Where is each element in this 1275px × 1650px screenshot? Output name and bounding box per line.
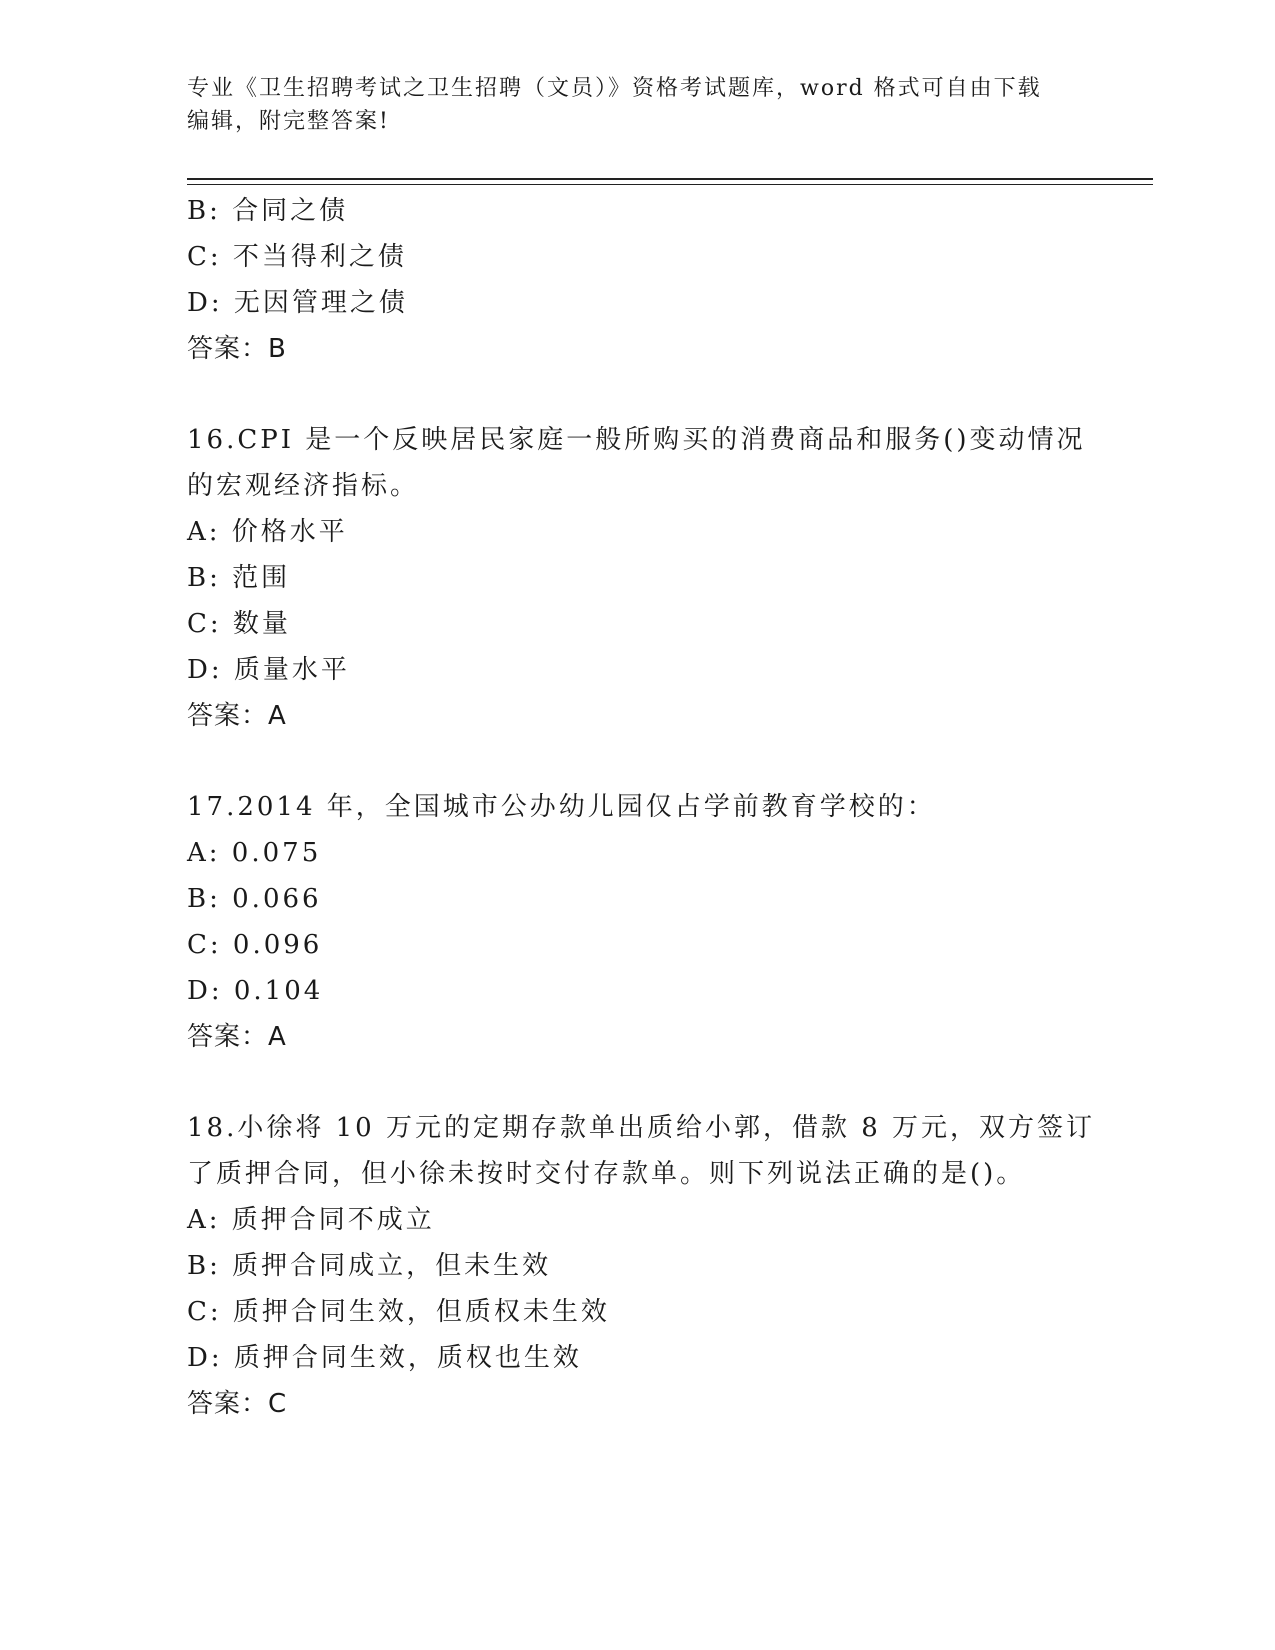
answer-line: 答案：A [187,1022,287,1052]
option-c: C: 数量 [187,609,291,639]
answer-line: 答案：B [187,334,287,364]
question-17 [187,784,1067,1060]
option-b: B: 合同之债 [187,196,349,226]
continued-question [187,188,1067,372]
option-a: A: 质押合同不成立 [187,1205,435,1235]
option-b: B: 0.066 [187,884,322,914]
question-stem: 16.CPI 是一个反映居民家庭一般所购买的消费商品和服务()变动情况 [187,425,1086,455]
option-d: D: 质量水平 [187,655,350,685]
header-line-1: 专业《卫生招聘考试之卫生招聘（文员）》资格考试题库，word 格式可自由下载 [187,76,1042,101]
question-list [187,188,1096,1427]
option-d: D: 0.104 [187,976,324,1006]
question-18 [187,1105,1096,1427]
header-divider [187,178,1153,185]
question-stem: 的宏观经济指标。 [187,471,420,501]
answer-line: 答案：A [187,701,287,731]
option-c: C: 质押合同生效，但质权未生效 [187,1297,610,1327]
option-d: D: 质押合同生效，质权也生效 [187,1343,582,1373]
document-header [187,72,1067,138]
option-c: C: 不当得利之债 [187,242,407,272]
question-stem: 18.小徐将 10 万元的定期存款单出质给小郭，借款 8 万元，双方签订 [187,1113,1096,1143]
option-a: A: 0.075 [187,838,322,868]
option-d: D: 无因管理之债 [187,288,408,318]
header-line-2: 编辑，附完整答案! [187,109,390,134]
question-stem: 17.2014 年，全国城市公办幼儿园仅占学前教育学校的： [187,792,936,822]
option-b: B: 质押合同成立，但未生效 [187,1251,552,1281]
option-a: A: 价格水平 [187,517,348,547]
answer-line: 答案：C [187,1389,288,1419]
option-c: C: 0.096 [187,930,323,960]
option-b: B: 范围 [187,563,291,593]
question-stem: 了质押合同，但小徐未按时交付存款单。则下列说法正确的是()。 [187,1159,1026,1189]
question-16 [187,417,1086,739]
